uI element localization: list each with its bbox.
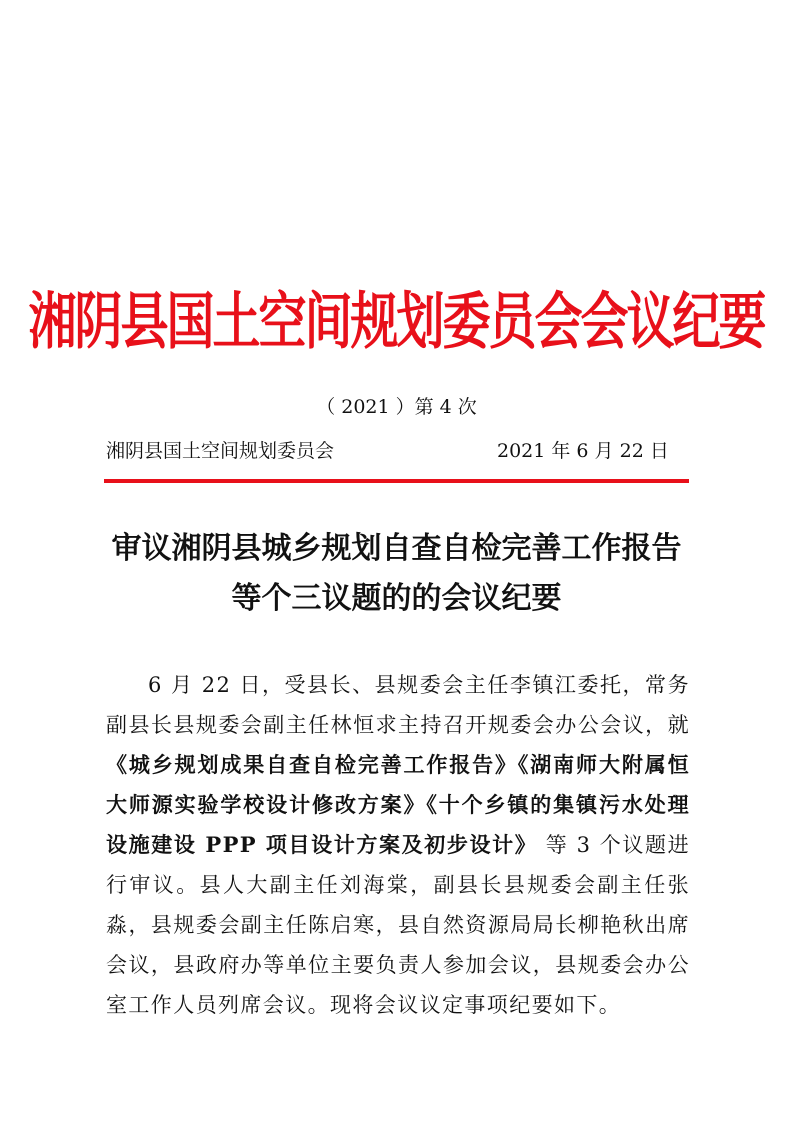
issuer: 湘阴县国土空间规划委员会 [106, 440, 335, 462]
issue-date: 2021 年 6 月 22 日 [497, 440, 669, 462]
minutes-title-line-2: 等个三议题的的会议纪要 [231, 581, 562, 616]
red-divider [104, 479, 689, 483]
minutes-title [0, 524, 793, 624]
issue-number: （ 2021 ）第 4 次 [316, 396, 477, 418]
document-title: 湘阴县国土空间规划委员会会议纪要 [28, 286, 765, 358]
topic-1: 《城乡规划成果自查自检完善工作报告》 [106, 752, 518, 777]
body-rest: 等 3 个议题进行审议。县人大副主任刘海棠，副县长县规委会副主任张淼，县规委会副主任陈启寒，县自然资源局局长柳艳秋出席会议，县政府办等单位主要负责人参加会议，县规委会办公室工作人员列席会议。现将会议议定事项纪要如下。 [106, 833, 690, 1017]
topic-2: 《湖南师大附属恒大师源实验学校设计修改方案》 [106, 752, 690, 817]
minutes-title-line-1: 审议湘阴县城乡规划自查自检完善工作报告 [111, 531, 682, 566]
topic-3: 《十个乡镇的集镇污水处理设施建设 PPP 项目设计方案及初步设计》 [106, 792, 690, 857]
body-paragraph [106, 665, 690, 1025]
body-intro: 6 月 22 日，受县长、县规委会主任李镇江委托，常务副县长县规委会副主任林恒求主持召开规委会办公会议，就 [106, 673, 690, 737]
